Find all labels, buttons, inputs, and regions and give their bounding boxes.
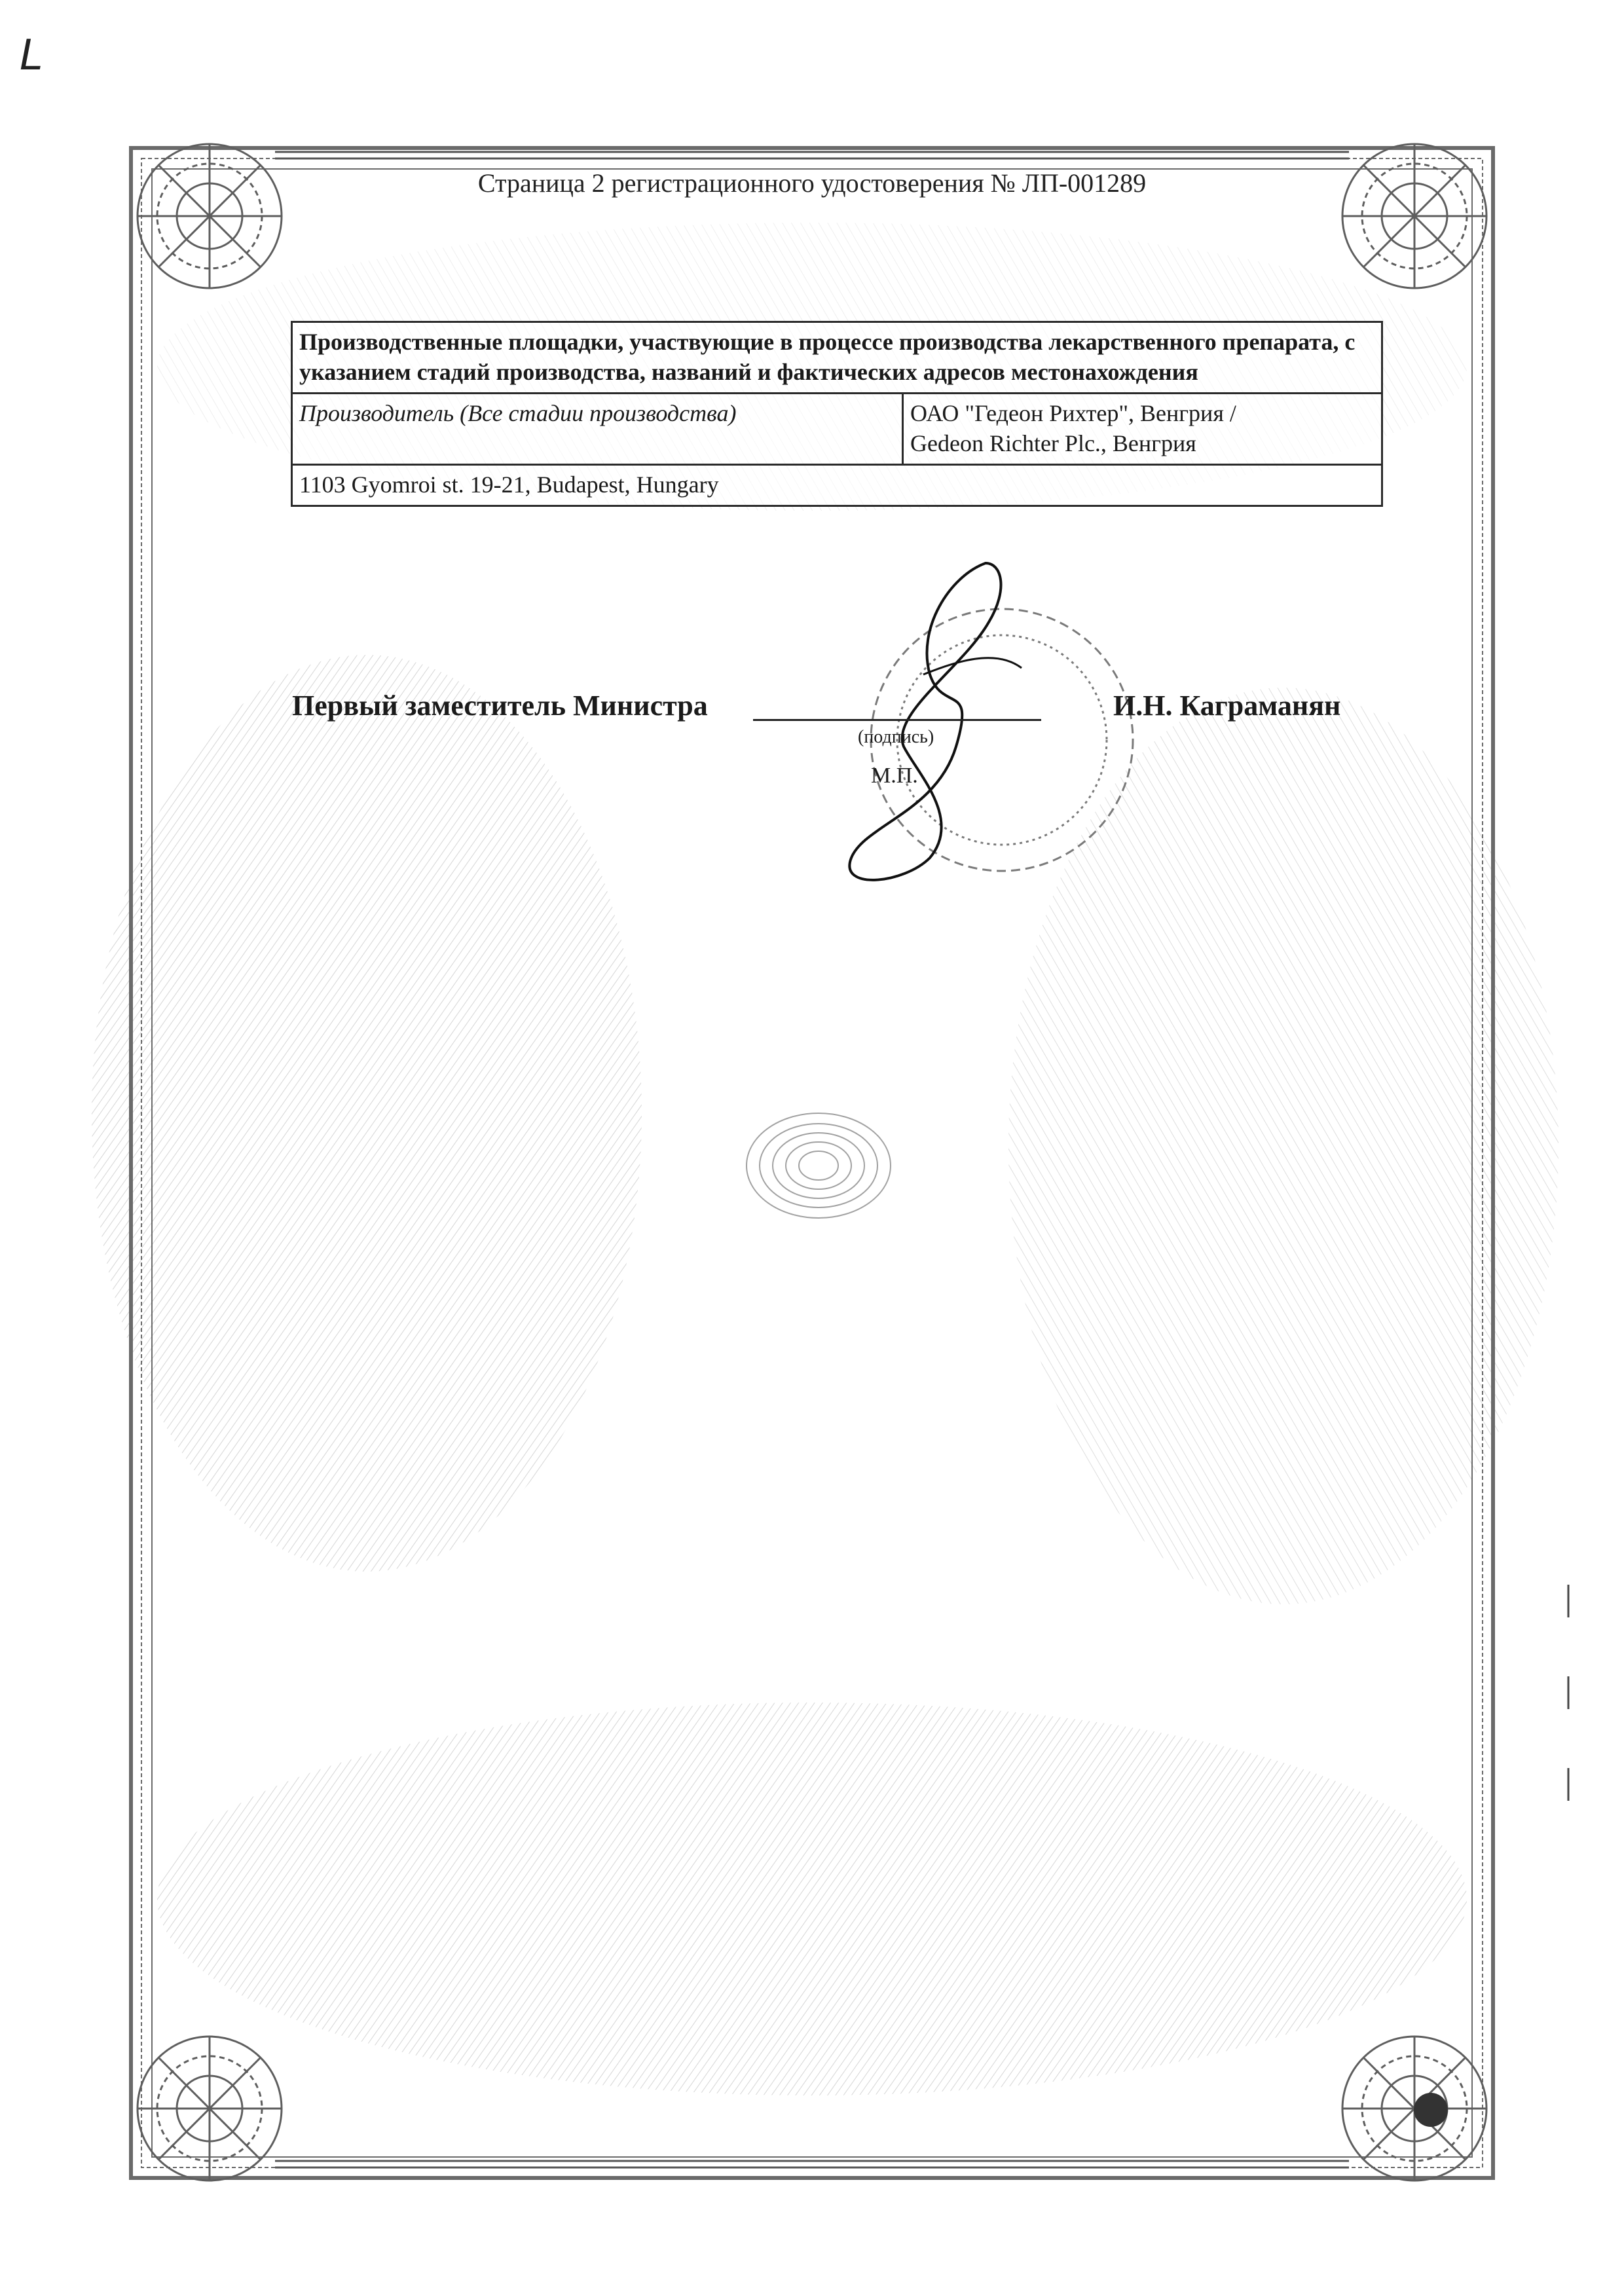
signature-line [753, 719, 1041, 721]
table-heading: Производственные площадки, участвующие в процессе производства лекарственного препарата, с указанием стадий производства, названий и фактических адресов местонахождения [299, 329, 1356, 385]
table-row [293, 392, 1381, 464]
table-row [293, 464, 1381, 505]
manufacturer-name [904, 394, 1381, 464]
site-address: 1103 Gyomroi st. 19-21, Budapest, Hungary [299, 471, 719, 498]
signature-caption: (подпись) [858, 727, 934, 747]
seal-mark: М.П. [871, 764, 918, 788]
signatory-title: Первый заместитель Министра [292, 690, 708, 722]
table-row [293, 323, 1381, 392]
manufacturer-role: Производитель (Все стадии производства) [293, 394, 904, 464]
signatory-name: И.Н. Каграманян [1113, 690, 1341, 722]
page-header: Страница 2 регистрационного удостоверения № ЛП-001289 [477, 168, 1147, 198]
manufacturer-name-en: Gedeon Richter Plc., Венгрия [910, 430, 1196, 456]
manufacturer-name-ru: ОАО "Гедеон Рихтер", Венгрия / [910, 400, 1236, 426]
production-sites-table [291, 321, 1383, 507]
handwritten-mark: L [20, 31, 43, 80]
